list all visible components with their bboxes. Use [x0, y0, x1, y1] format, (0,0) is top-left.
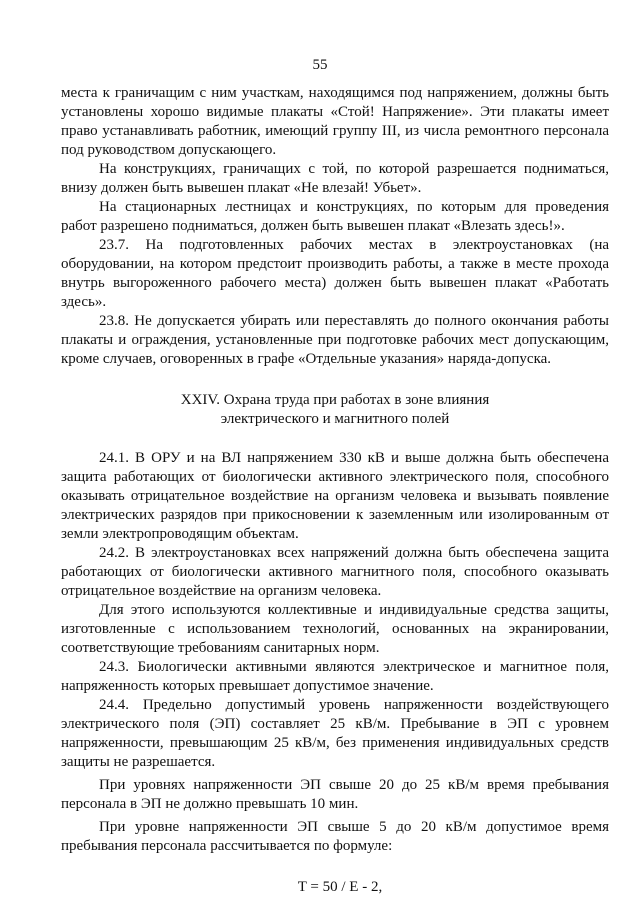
paragraph: 23.8. Не допускается убирать или переставлять до полного окончания работы плакаты и ограждения, установленные при подготовке рабочих мест допускающим, кроме случаев, оговоренных в графе «Отдельные указания» наряда-допуска. [61, 313, 609, 367]
paragraph: 24.4. Предельно допустимый уровень напряженности воздействующего электрического поля (ЭП) составляет 25 кВ/м. Пребывание в ЭП с уровнем напряженности, превышающим 25 кВ/м, без применения индивидуальных средств защиты не разрешается. [61, 697, 609, 770]
paragraph: 24.1. В ОРУ и на ВЛ напряжением 330 кВ и выше должна быть обеспечена защита работающих от биологически активного электрического поля, способного оказывать отрицательное воздействие на организм человека и вызывать появление электрических разрядов при прикосновении к заземленным или изолированным от земли электропроводящим объектам. [61, 450, 609, 542]
paragraph: 24.2. В электроустановках всех напряжений должна быть обеспечена защита работающих от биологически активного магнитного поля, способного оказывать отрицательное воздействие на организм человека. [61, 545, 609, 599]
section-heading-line: электрического и магнитного полей [220, 411, 450, 427]
paragraph: При уровнях напряженности ЭП свыше 20 до 25 кВ/м время пребывания персонала в ЭП не должно превышать 10 мин. [61, 777, 609, 812]
paragraph: На стационарных лестницах и конструкциях, по которым для проведения работ разрешено подниматься, должен быть вывешен плакат «Влезать здесь!». [61, 199, 609, 234]
page-number: 55 [312, 57, 328, 73]
paragraph: 23.7. На подготовленных рабочих местах в электроустановках (на оборудовании, на котором предстоит производить работы, а также в месте прохода внутрь выгороженного рабочего места) должен быть вывешен плакат «Работать здесь». [61, 237, 609, 310]
paragraph: На конструкциях, граничащих с той, по которой разрешается подниматься, внизу должен быть вывешен плакат «Не влезай! Убьет». [61, 161, 609, 196]
formula: T = 50 / E - 2, [297, 879, 383, 895]
paragraph: При уровне напряженности ЭП свыше 5 до 20 кВ/м допустимое время пребывания персонала рассчитывается по формуле: [61, 819, 609, 854]
paragraph: места к граничащим с ним участкам, находящимся под напряжением, должны быть установлены хорошо видимые плакаты «Стой! Напряжение». Эти плакаты имеет право устанавливать работник, имеющий группу III, из числа ремонтного персонала под руководством допускающего. [61, 85, 609, 158]
section-heading-line: XXIV. Охрана труда при работах в зоне влияния [180, 392, 490, 408]
paragraph: Для этого используются коллективные и индивидуальные средства защиты, изготовленные с использованием технологий, основанных на экранировании, соответствующие требованиям санитарных норм. [61, 602, 609, 656]
document-body [61, 84, 609, 897]
paragraph: 24.3. Биологически активными являются электрическое и магнитное поля, напряженность которых превышает допустимое значение. [61, 659, 609, 694]
section-heading [61, 391, 609, 429]
